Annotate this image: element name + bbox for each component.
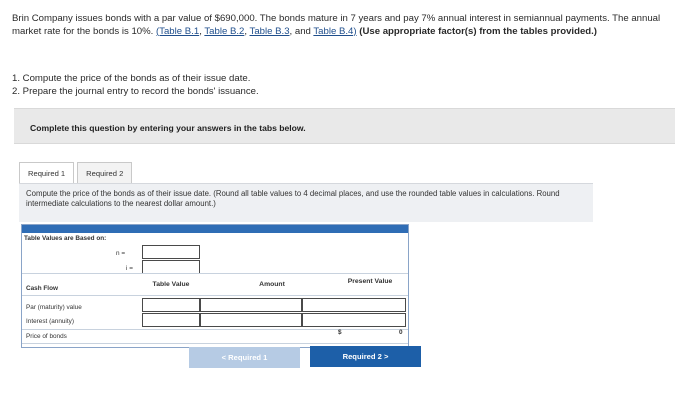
amount-header: Amount xyxy=(259,281,285,288)
row-divider xyxy=(22,273,408,274)
question-instructions: Compute the price of the bonds as of their issue date. (Round all table values to 4 decimal places, and use the rounded table values in calculations. Round intermediate calculations to the nearest dollar amount.) xyxy=(26,189,560,208)
link-separator: , xyxy=(244,25,250,37)
row-divider xyxy=(22,343,408,344)
task-list xyxy=(12,73,259,98)
table-value-header: Table Value xyxy=(152,281,190,288)
n-label: n = xyxy=(116,250,126,257)
row-label-interest: Interest (annuity) xyxy=(26,318,74,325)
cash-flow-header: Cash Flow xyxy=(26,285,58,292)
previous-required-button[interactable]: < Required 1 xyxy=(189,347,300,368)
link-separator: , and xyxy=(289,25,314,37)
interest-present-value-input[interactable] xyxy=(302,313,406,327)
interest-amount-input[interactable] xyxy=(200,313,302,327)
price-of-bonds-value: 0 xyxy=(399,329,403,336)
price-currency-symbol: $ xyxy=(338,329,342,336)
table-b4-link[interactable]: Table B.4) xyxy=(313,25,357,37)
bond-price-table xyxy=(21,224,409,348)
row-divider xyxy=(22,329,408,330)
problem-statement xyxy=(12,13,672,38)
par-amount-input[interactable] xyxy=(200,298,302,312)
task-item: 2. Prepare the journal entry to record the bonds' issuance. xyxy=(12,85,259,97)
tab-required-2[interactable]: Required 2 xyxy=(77,162,132,184)
tab-bar xyxy=(19,162,135,184)
next-required-button[interactable]: Required 2 > xyxy=(310,346,421,367)
row-label-price: Price of bonds xyxy=(26,333,67,340)
i-label: i = xyxy=(126,265,133,272)
row-divider xyxy=(22,295,408,296)
table-b1-link[interactable]: (Table B.1 xyxy=(155,25,200,37)
problem-text: Brin Company issues bonds with a par value of $690,000. The bonds mature in 7 years and pay 7% annual interest in semiannual payments. The annual market rate for the bonds is 10%. xyxy=(12,13,661,37)
factor-instruction: (Use appropriate factor(s) from the tables provided.) xyxy=(359,25,597,37)
banner-text: Complete this question by entering your answers in the tabs below. xyxy=(30,123,306,133)
question-panel xyxy=(19,183,593,222)
present-value-header: Present Value xyxy=(347,278,393,285)
based-on-label: Table Values are Based on: xyxy=(24,235,107,242)
row-label-par: Par (maturity) value xyxy=(26,304,82,311)
par-present-value-input[interactable] xyxy=(302,298,406,312)
par-table-value-input[interactable] xyxy=(142,298,200,312)
table-b2-link[interactable]: Table B.2 xyxy=(204,25,245,37)
link-separator: , xyxy=(199,25,205,37)
instruction-banner xyxy=(14,108,675,144)
n-input[interactable] xyxy=(142,245,200,259)
interest-table-value-input[interactable] xyxy=(142,313,200,327)
table-b3-link[interactable]: Table B.3 xyxy=(249,25,290,37)
tab-required-1[interactable]: Required 1 xyxy=(19,162,74,184)
task-item: 1. Compute the price of the bonds as of their issue date. xyxy=(12,73,251,84)
table-header-bar xyxy=(22,225,408,233)
i-input[interactable] xyxy=(142,260,200,274)
